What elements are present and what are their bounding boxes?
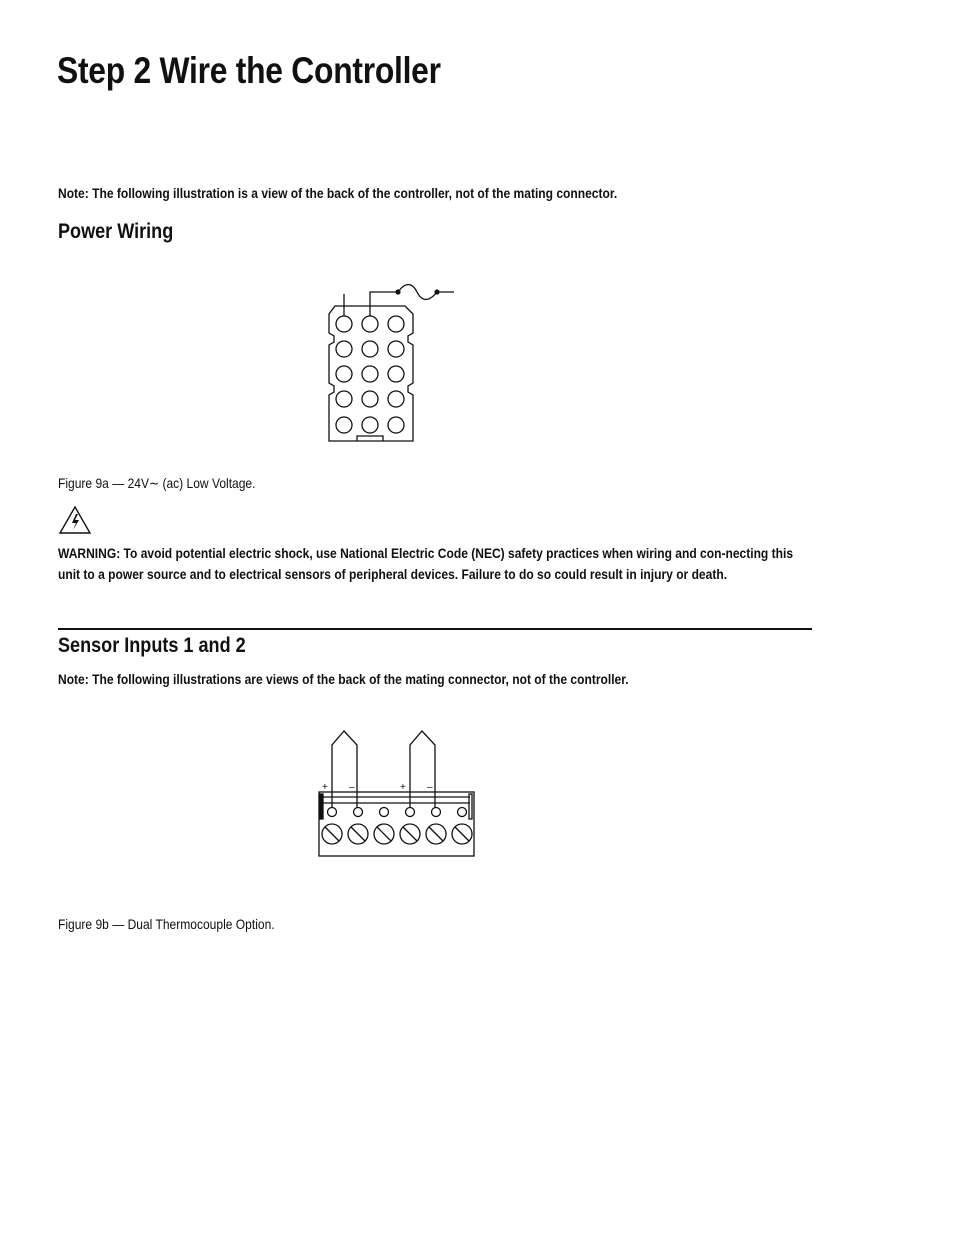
section-divider xyxy=(58,628,812,630)
screw xyxy=(374,824,394,844)
screw xyxy=(400,824,420,844)
warning-text: WARNING: To avoid potential electric shock, use National Electric Code (NEC) safety practices when wiring and con-necting this unit to a power source and to electrical sensors of peripheral devices. Failure to do so could result in injury or death. xyxy=(58,545,794,582)
pin xyxy=(336,366,352,382)
pin xyxy=(336,341,352,357)
thermocouple-2 xyxy=(410,731,435,808)
pin xyxy=(388,391,404,407)
figure-9a-caption: Figure 9a — 24V∼ (ac) Low Voltage. xyxy=(58,475,256,491)
screw xyxy=(452,824,472,844)
pin xyxy=(336,391,352,407)
pin xyxy=(336,316,352,332)
polarity-label: + xyxy=(322,782,328,793)
pin xyxy=(362,366,378,382)
ac-source-symbol xyxy=(398,285,437,300)
pin xyxy=(388,366,404,382)
sensor-inputs-heading: Sensor Inputs 1 and 2 xyxy=(58,634,246,657)
screw xyxy=(426,824,446,844)
polarity-label: + xyxy=(400,782,406,793)
power-note: Note: The following illustration is a view of the back of the controller, not of the mating connector. xyxy=(58,185,618,201)
pin xyxy=(362,341,378,357)
wire-hole xyxy=(380,808,389,817)
figure-9b-caption: Figure 9b — Dual Thermocouple Option. xyxy=(58,916,275,932)
pin xyxy=(388,417,404,433)
wire-hole xyxy=(406,808,415,817)
connector-outline xyxy=(329,306,413,441)
pin xyxy=(362,417,378,433)
wire-hole xyxy=(458,808,467,817)
wire-hole xyxy=(328,808,337,817)
pin xyxy=(362,316,378,332)
wire-hole xyxy=(354,808,363,817)
pin xyxy=(362,391,378,407)
pin xyxy=(336,417,352,433)
page-title: Step 2 Wire the Controller xyxy=(57,50,441,91)
screw xyxy=(322,824,342,844)
electric-shock-warning-icon xyxy=(58,505,92,535)
power-wiring-heading: Power Wiring xyxy=(58,220,174,243)
thermocouple-1 xyxy=(332,731,357,808)
power-wire-2 xyxy=(370,292,398,316)
terminal-block xyxy=(319,792,474,856)
screw xyxy=(348,824,368,844)
pin xyxy=(388,341,404,357)
sensor-note: Note: The following illustrations are views of the back of the mating connector, not of the controller. xyxy=(58,671,629,687)
polarity-label: – xyxy=(349,782,355,793)
wire-hole xyxy=(432,808,441,817)
polarity-label: – xyxy=(427,782,433,793)
pin xyxy=(388,316,404,332)
